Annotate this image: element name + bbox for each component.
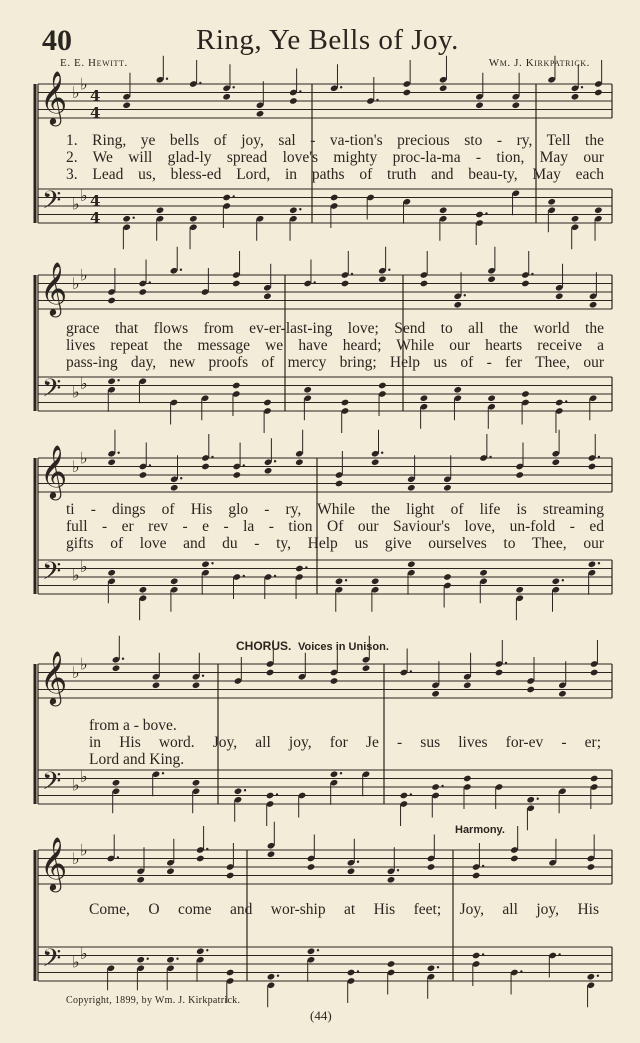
verse-2-line-1: 2. We will glad-ly spread love's mighty proc-la-ma - tion, May our <box>66 149 604 166</box>
system-3-treble-note-dot <box>243 464 245 466</box>
system-2-bass-note-dot <box>117 379 119 381</box>
system-3-treble-note-notehead <box>295 458 304 466</box>
system-2-bass-clef: 𝄢 <box>42 374 62 409</box>
system-1-treble-note-notehead <box>222 93 231 101</box>
system-5-bass-note-notehead <box>472 952 481 960</box>
system-1-bass-note-dot <box>232 195 234 197</box>
system-2-bass-note-notehead <box>487 394 496 402</box>
system-3-bass-note-notehead <box>295 565 304 573</box>
system-5-treble-note-dot <box>357 861 359 863</box>
system-2-bass-note-notehead <box>303 386 312 394</box>
system-1-treble-note-notehead <box>439 84 448 92</box>
system-2-treble-note-notehead <box>378 275 387 283</box>
system-3-bass-note-notehead <box>479 569 488 577</box>
system-2-treble-note-notehead <box>263 292 272 300</box>
system-5-treble-note-dot <box>206 848 208 850</box>
system-2-treble-note-notehead <box>420 280 429 288</box>
system-5-treble-note-notehead <box>347 867 356 875</box>
system-3-treble-note-dot <box>274 460 276 462</box>
system-1-bass-note-notehead <box>222 194 231 202</box>
system-5-treble-note-notehead <box>307 863 316 871</box>
system-4-bass-note-notehead <box>266 792 275 800</box>
system-3-treble-note-notehead <box>552 458 561 466</box>
system-3-bass-note-notehead <box>588 560 597 568</box>
system-5-bass-note-notehead <box>166 956 175 964</box>
system-5-bass-note-dot <box>176 958 178 960</box>
system-1-bass-note-dot <box>299 208 301 210</box>
system-3-bass-note-notehead <box>335 577 344 585</box>
system-5-treble-note-dot <box>117 856 119 858</box>
system-2-treble-note-notehead <box>521 280 530 288</box>
system-1-treble-note-notehead <box>571 93 580 101</box>
verse-3-line-1: 3. Lead us, bless-ed Lord, in paths of truth and beau-ty, May each <box>66 166 604 183</box>
system-3-bass-note-notehead <box>107 569 116 577</box>
system-3-bass-note-notehead <box>515 586 524 594</box>
system-2-treble-note-notehead <box>555 292 564 300</box>
system-5-treble-note-notehead <box>472 872 481 880</box>
system-4-bass-note-dot <box>276 793 278 795</box>
system-3-treble-note-notehead <box>201 463 210 471</box>
system-1-treble-note-dot <box>299 90 301 92</box>
system-4-bass-note-dot <box>410 793 412 795</box>
system-2-treble-note-notehead <box>138 288 147 296</box>
system-4-bass-note-dot <box>441 785 443 787</box>
system-4-treble-note-dot <box>122 658 124 660</box>
system-1-treble-note-notehead <box>512 101 521 109</box>
verse-3-line-3: gifts of love and du - ty, Help us give ourselves to Thee, our <box>66 535 604 552</box>
system-5-bass-note-dot <box>597 975 599 977</box>
verse-1-line-4: from a - bove. <box>89 717 177 734</box>
page-number: (44) <box>310 1008 332 1023</box>
system-5-treble-note-dot <box>397 869 399 871</box>
system-5-bass-note-dot <box>206 949 208 951</box>
system-1-bass-note-dot <box>485 212 487 214</box>
system-4-treble-note-notehead <box>266 669 275 677</box>
system-5-treble-note-notehead <box>510 855 519 863</box>
composer-credit: Wm. J. Kirkpatrick. <box>488 57 590 69</box>
system-5-treble-note-notehead <box>226 872 235 880</box>
system-5-bass-note-notehead <box>307 947 316 955</box>
system-5-bass-note-dot <box>520 970 522 972</box>
system-4-treble-note-notehead <box>192 681 201 689</box>
system-2-bass-note-notehead <box>420 394 429 402</box>
system-2-key-signature: ♭ <box>72 382 80 402</box>
system-2-treble-note-dot <box>388 269 390 271</box>
system-4-bass-note-notehead <box>234 787 243 795</box>
system-5-bass-note-notehead <box>427 964 436 972</box>
system-4-treble-note-notehead <box>330 677 339 685</box>
system-1-treble-note-dot <box>376 99 378 101</box>
system-5-bass-note-dot <box>482 953 484 955</box>
system-3-treble-note-dot <box>117 452 119 454</box>
system-3-treble-note-notehead <box>443 484 452 492</box>
system-1-treble-note-notehead <box>403 89 412 97</box>
system-1-treble-clef: 𝄞 <box>40 70 68 124</box>
system-5-bass-note-notehead <box>267 973 276 981</box>
system-4-key-signature: ♭ <box>72 662 80 682</box>
system-3-treble-note-notehead <box>107 458 116 466</box>
system-1-key-signature: ♭ <box>72 82 80 102</box>
verse-1-line-3: ti - dings of His glo - ry, While the light of life is streaming <box>66 501 604 518</box>
system-2-treble-note-dot <box>149 281 151 283</box>
verse-1-line-1: 1. Ring, ye bells of joy, sal - va-tion's precious sto - ry, Tell the <box>66 132 604 149</box>
system-4-key-signature: ♭ <box>72 775 80 795</box>
system-5-key-signature: ♭ <box>72 952 80 972</box>
system-3-treble-note-notehead <box>335 480 344 488</box>
system-4-treble-note-notehead <box>152 681 161 689</box>
copyright-notice: Copyright, 1899, by Wm. J. Kirkpatrick. <box>66 995 241 1006</box>
system-4-treble-note-dot <box>202 675 204 677</box>
system-3-bass-note-notehead <box>371 577 380 585</box>
system-5-treble-note-notehead <box>387 876 396 884</box>
system-1-treble-note-notehead <box>594 89 603 97</box>
system-2-treble-note-notehead <box>341 280 350 288</box>
system-4-treble-note-notehead <box>526 686 535 694</box>
system-3-bass-note-notehead <box>407 560 416 568</box>
system-2-bass-note-notehead <box>232 382 241 390</box>
system-3-treble-note-notehead <box>232 471 241 479</box>
system-2-bass-note-notehead <box>453 386 462 394</box>
system-4-bass-note-dot <box>340 772 342 774</box>
verse-2-line-2: lives repeat the message we have heard; While our hearts receive a <box>66 337 604 354</box>
system-5-treble-note-notehead <box>136 876 145 884</box>
system-1-treble-note-notehead <box>475 101 484 109</box>
system-3-treble-note-notehead <box>264 467 273 475</box>
system-1-bass-note-notehead <box>156 206 165 214</box>
system-5-key-signature: ♭ <box>72 848 80 868</box>
system-1-bass-note-notehead <box>122 215 131 223</box>
system-2-bass-note-notehead <box>341 399 350 407</box>
system-5-bass-note-dot <box>147 958 149 960</box>
system-2-bass-note-dot <box>565 400 567 402</box>
system-4-bass-note-dot <box>162 772 164 774</box>
system-5-treble-note-notehead <box>196 855 205 863</box>
system-4-treble-note-notehead <box>362 664 371 672</box>
system-5-bass-note-notehead <box>347 969 356 977</box>
system-4-treble-note-notehead <box>590 669 599 677</box>
system-2-treble-note-notehead <box>487 275 496 283</box>
system-5-treble-note-notehead <box>166 867 175 875</box>
system-1-key-signature: ♭ <box>80 74 88 94</box>
system-4-treble-note-notehead <box>431 690 440 698</box>
system-2-key-signature: ♭ <box>80 373 88 393</box>
system-5-bass-note-notehead <box>196 947 205 955</box>
system-4-treble-note-dot <box>505 662 507 664</box>
system-3-bass-note-notehead <box>139 586 148 594</box>
system-5-bass-note-notehead <box>136 956 145 964</box>
system-5-bass-clef: 𝄢 <box>42 944 62 979</box>
system-1-bass-note-notehead <box>475 211 484 219</box>
system-1-bass-note-notehead <box>571 215 580 223</box>
system-5-bass-note-dot <box>357 970 359 972</box>
system-2-treble-note-notehead <box>453 301 462 309</box>
system-2-treble-note-notehead <box>589 301 598 309</box>
system-3-treble-note-notehead <box>170 484 179 492</box>
system-1-time-signature: 4 <box>90 104 101 122</box>
chorus-label <box>236 639 389 653</box>
system-4-treble-note-notehead <box>463 681 472 689</box>
system-4-key-signature: ♭ <box>80 654 88 674</box>
system-3-bass-note-notehead <box>201 560 210 568</box>
system-1-key-signature: ♭ <box>80 185 88 205</box>
system-3-bass-note-dot <box>345 579 347 581</box>
verse-2-line-4: in His word. Joy, all joy, for Je - sus lives for-ev - er; <box>89 734 601 751</box>
system-3-treble-note-dot <box>598 456 600 458</box>
system-4-bass-note-notehead <box>330 770 339 778</box>
system-3-bass-note-dot <box>305 566 307 568</box>
system-5-bass-note-dot <box>437 966 439 968</box>
system-1-key-signature: ♭ <box>72 194 80 214</box>
system-2-treble-note-notehead <box>107 297 116 305</box>
system-3-treble-note-notehead <box>407 484 416 492</box>
system-3-treble-clef: 𝄞 <box>40 444 68 498</box>
system-1-time-signature: 4 <box>90 209 101 227</box>
system-1-treble-note-dot <box>199 82 201 84</box>
chorus-title: CHORUS. <box>236 639 292 653</box>
system-3-bass-note-notehead <box>552 577 561 585</box>
system-2-treble-note-notehead <box>232 280 241 288</box>
system-5-bass-note-dot <box>277 975 279 977</box>
system-2-bass-note-notehead <box>555 399 564 407</box>
hymn-number: 40 <box>42 24 72 57</box>
system-2-treble-note-dot <box>531 273 533 275</box>
system-5-bass-note-dot <box>317 949 319 951</box>
system-5-key-signature: ♭ <box>80 943 88 963</box>
verse-3-line-2: pass-ing day, new proofs of mercy bring; Help us of - fer Thee, our <box>66 354 604 371</box>
system-3-treble-note-dot <box>489 456 491 458</box>
system-3-key-signature: ♭ <box>80 448 88 468</box>
system-4-bass-note-notehead <box>463 775 472 783</box>
system-4-treble-note-notehead <box>112 664 121 672</box>
system-3-key-signature: ♭ <box>80 556 88 576</box>
system-4-key-signature: ♭ <box>80 766 88 786</box>
system-5-bass-note-notehead <box>587 973 596 981</box>
system-2-treble-note-dot <box>351 273 353 275</box>
system-2-key-signature: ♭ <box>80 265 88 285</box>
system-5-treble-note-notehead <box>427 863 436 871</box>
system-3-bass-note-notehead <box>443 573 452 581</box>
system-4-bass-note-notehead <box>590 775 599 783</box>
chorus-lyric: Come, O come and wor-ship at His feet; Joy, all joy, His <box>89 901 599 918</box>
system-2-bass-note-notehead <box>107 377 116 385</box>
hymn-title: Ring, Ye Bells of Joy. <box>196 24 459 56</box>
system-1-bass-note-notehead <box>439 206 448 214</box>
system-3-bass-note-dot <box>598 562 600 564</box>
system-4-treble-note-notehead <box>558 690 567 698</box>
system-4-treble-clef: 𝄞 <box>40 650 68 704</box>
system-4-treble-note-notehead <box>495 669 504 677</box>
harmony-label: Harmony. <box>455 824 505 836</box>
system-4-bass-note-dot <box>244 789 246 791</box>
system-1-treble-note-notehead <box>256 110 265 118</box>
system-2-treble-clef: 𝄞 <box>40 261 68 315</box>
system-5-treble-clef: 𝄞 <box>40 836 68 890</box>
system-5-treble-note-notehead <box>267 850 276 858</box>
system-1-bass-note-notehead <box>547 198 556 206</box>
system-5-key-signature: ♭ <box>80 840 88 860</box>
system-3-bass-note-dot <box>211 562 213 564</box>
system-2-treble-note-dot <box>180 269 182 271</box>
system-2-bass-note-notehead <box>263 399 272 407</box>
system-2-treble-note-dot <box>464 294 466 296</box>
system-1-treble-note-notehead <box>122 101 131 109</box>
lyricist-credit: E. E. Hewitt. <box>60 57 128 69</box>
system-5-bass-note-notehead <box>387 960 396 968</box>
system-3-treble-note-dot <box>149 464 151 466</box>
verse-1-line-2: grace that flows from ev-er-last-ing love; Send to all the world the <box>66 320 604 337</box>
system-1-time-signature: 4 <box>90 192 101 210</box>
system-1-bass-note-notehead <box>189 215 198 223</box>
system-2-bass-note-notehead <box>378 382 387 390</box>
system-5-bass-note-dot <box>558 953 560 955</box>
system-4-treble-note-dot <box>410 670 412 672</box>
system-3-treble-note-notehead <box>515 471 524 479</box>
system-5-treble-note-dot <box>482 865 484 867</box>
system-1-bass-clef: 𝄢 <box>42 186 62 221</box>
system-1-bass-note-notehead <box>594 206 603 214</box>
system-3-bass-note-dot <box>562 579 564 581</box>
system-1-treble-note-dot <box>340 86 342 88</box>
system-3-bass-note-notehead <box>170 577 179 585</box>
system-4-bass-note-notehead <box>192 779 201 787</box>
system-3-treble-note-notehead <box>588 463 597 471</box>
system-1-bass-note-dot <box>132 217 134 219</box>
system-3-bass-note-dot <box>243 575 245 577</box>
system-3-treble-note-notehead <box>371 458 380 466</box>
system-3-treble-note-dot <box>211 456 213 458</box>
system-3-treble-note-dot <box>381 452 383 454</box>
system-1-time-signature: 4 <box>90 87 101 105</box>
system-4-bass-clef: 𝄢 <box>42 767 62 802</box>
system-3-key-signature: ♭ <box>72 456 80 476</box>
system-3-bass-note-dot <box>274 575 276 577</box>
system-2-treble-note-dot <box>313 281 315 283</box>
system-4-bass-note-notehead <box>526 796 535 804</box>
system-1-treble-note-dot <box>581 86 583 88</box>
system-1-bass-note-notehead <box>330 194 339 202</box>
system-4-bass-note-dot <box>537 798 539 800</box>
system-5-bass-note-notehead <box>226 969 235 977</box>
system-2-bass-note-notehead <box>521 390 530 398</box>
system-5-treble-note-notehead <box>587 863 596 871</box>
system-3-treble-note-notehead <box>139 471 148 479</box>
system-1-bass-note-notehead <box>289 206 298 214</box>
verse-2-line-3: full - er rev - e - la - tion Of our Saviour's love, un-fold - ed <box>66 518 604 535</box>
system-4-bass-note-notehead <box>112 779 121 787</box>
chorus-direction: Voices in Unison. <box>298 641 389 653</box>
system-1-treble-note-notehead <box>289 97 298 105</box>
system-3-bass-clef: 𝄢 <box>42 557 62 592</box>
system-2-key-signature: ♭ <box>72 273 80 293</box>
system-4-bass-note-notehead <box>431 783 440 791</box>
system-1-treble-note-dot <box>166 78 168 80</box>
system-1-treble-note-dot <box>232 86 234 88</box>
system-4-bass-note-notehead <box>400 792 409 800</box>
system-3-key-signature: ♭ <box>72 565 80 585</box>
verse-3-line-4: Lord and King. <box>89 751 185 768</box>
system-3-treble-note-dot <box>180 477 182 479</box>
